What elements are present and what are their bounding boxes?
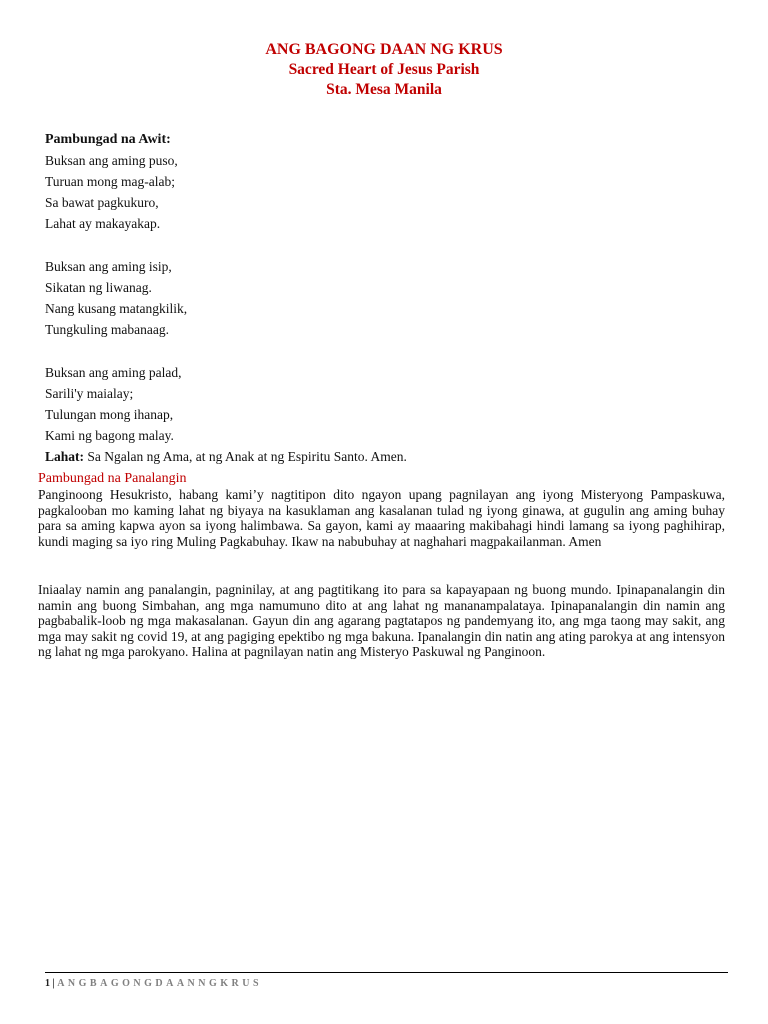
- prayer-paragraph-1: Panginoong Hesukristo, habang kami’y nagtitipon dito ngayon upang pagnilayan ang iyong Misteryong Pampaskuwa, pagkalooban mo kaming lahat ng biyaya na kasuklaman ang kasalanan tulad ng iyong ginawa, at gugulin ang aming buhay para sa aming kapwa ayon sa iyong halimbawa. Sa gayon, kami ay maaaring makibahagi hindi lamang sa iyong paghihirap, kundi maging sa iyo ring Muling Pagkabuhay. Ikaw na nabubuhay at naghahari magpakailanman. Amen: [38, 487, 725, 549]
- lyric-line: Buksan ang aming puso,: [45, 153, 178, 168]
- song-heading: Pambungad na Awit:: [45, 132, 171, 147]
- song-stanza-3: [45, 362, 181, 446]
- lyric-line: Lahat ay makayakap.: [45, 216, 161, 231]
- page-footer: [45, 977, 262, 991]
- lyric-line: Sarili'y maialay;: [45, 386, 134, 401]
- song-stanza-2: [45, 256, 187, 340]
- lyric-line: Sa bawat pagkukuro,: [45, 195, 159, 210]
- congregation-response: [45, 448, 407, 466]
- lyric-line: Buksan ang aming palad,: [45, 365, 182, 380]
- document-header: [0, 40, 768, 100]
- running-title: ANGBAGONGDAANNGKRUS: [57, 978, 263, 989]
- prayer-heading: Pambungad na Panalangin: [38, 471, 187, 486]
- prayer-paragraph-2: Iniaalay namin ang panalangin, pagninilay, at ang pagtitikang ito para sa kapayapaan ng buong mundo. Ipinapanalangin din namin ang buong Simbahan, ang mga namumuno dito at ang lahat ng mananampalataya. Ipinapanalangin din namin ang pagbabalik-loob ng mga makasalanan. Gayun din ang agarang pagtatapos ng pandemyang ito, ang mga taong may sakit, ang mga may sakit ng covid 19, at ang pagiging epektibo ng mga bakuna. Ipanalangin din natin ang ating parokya at ang intensyon ng lahat ng mga parokyano. Halina at pagnilayan natin ang Misteryo Paskuwal ng Panginoon.: [38, 582, 725, 660]
- footer-separator: |: [52, 978, 55, 989]
- parish-name: Sacred Heart of Jesus Parish: [288, 61, 480, 78]
- lyric-line: Sikatan ng liwanag.: [45, 280, 152, 295]
- footer-divider: [45, 972, 728, 973]
- page-number: 1: [45, 978, 50, 989]
- lyric-line: Kami ng bagong malay.: [45, 428, 174, 443]
- response-label: Lahat:: [45, 449, 85, 464]
- response-text: Sa Ngalan ng Ama, at ng Anak at ng Espiritu Santo. Amen.: [84, 449, 407, 464]
- lyric-line: Buksan ang aming isip,: [45, 259, 172, 274]
- song-stanza-1: [45, 150, 178, 234]
- lyric-line: Tulungan mong ihanap,: [45, 407, 174, 422]
- lyric-line: Tungkuling mabanaag.: [45, 322, 169, 337]
- document-title: ANG BAGONG DAAN NG KRUS: [265, 41, 503, 58]
- lyric-line: Nang kusang matangkilik,: [45, 301, 188, 316]
- lyric-line: Turuan mong mag-alab;: [45, 174, 175, 189]
- parish-location: Sta. Mesa Manila: [326, 81, 442, 98]
